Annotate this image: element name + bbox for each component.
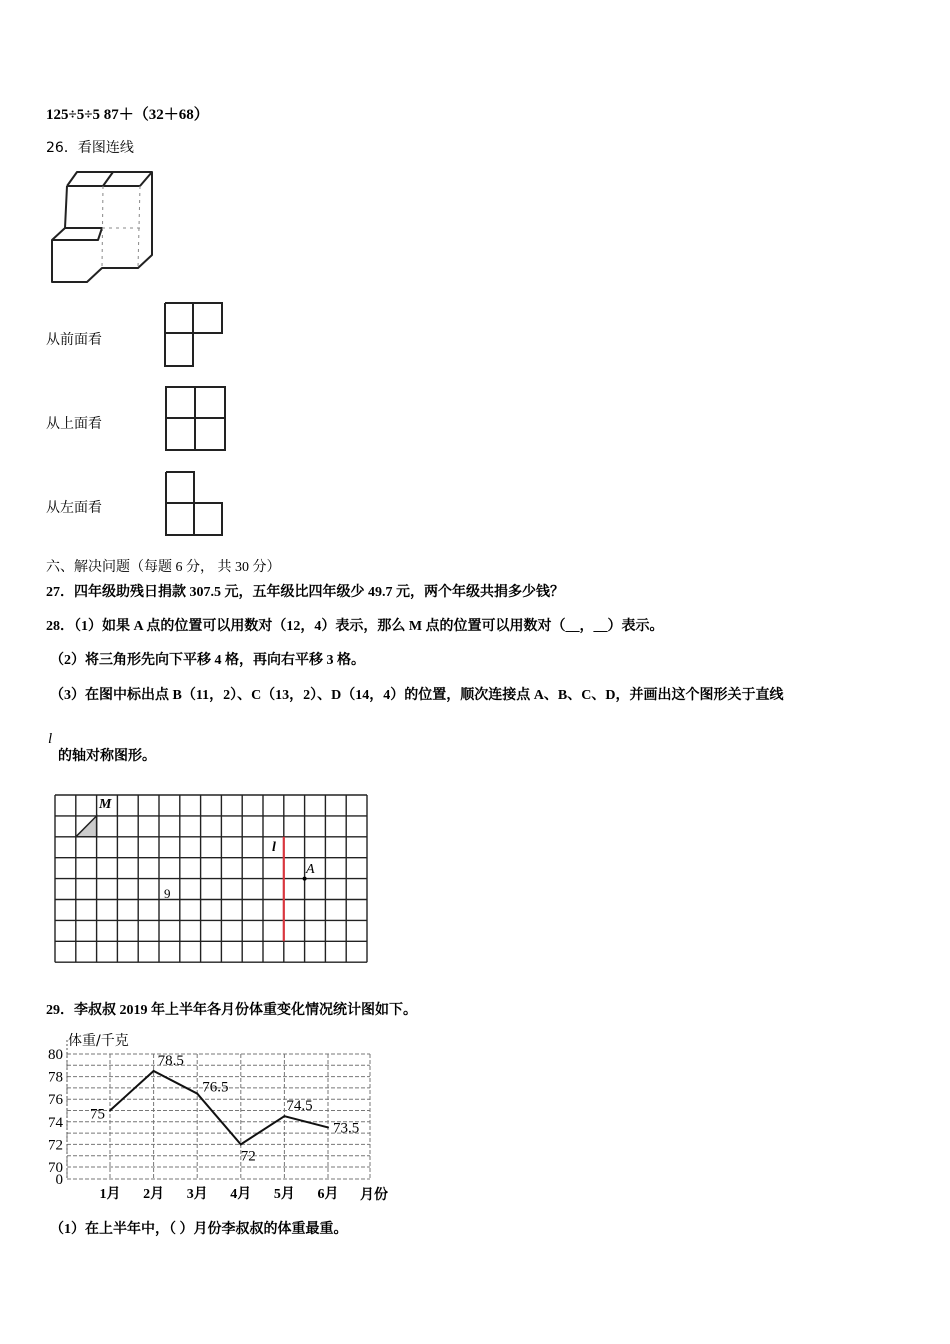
question-28-part-3-end: 的轴对称图形。 — [58, 749, 156, 764]
question-29: 29．李叔叔 2019 年上半年各月份体重变化情况统计图如下。 — [46, 1003, 417, 1018]
chart-y-tick-label: 72 — [48, 1137, 63, 1154]
chart-x-tick-label: 4月 — [230, 1187, 252, 1202]
chart-data-point — [327, 1126, 329, 1128]
chart-x-axis-label: 月份 — [360, 1188, 388, 1203]
chart-y-tick-label: 76 — [48, 1092, 63, 1109]
chart-data-point — [240, 1143, 242, 1145]
expression-line: 125÷5÷5 87＋（32＋68） — [46, 107, 209, 123]
chart-x-tick-label: 5月 — [273, 1187, 295, 1202]
chart-y-tick-label: 78 — [48, 1069, 63, 1086]
chart-x-tick-label: 3月 — [186, 1187, 208, 1202]
chart-data-label: 75 — [90, 1106, 105, 1123]
chart-data-label: 78.5 — [157, 1052, 184, 1069]
label-top-view: 从上面看 — [46, 416, 102, 432]
chart-data-label: 76.5 — [202, 1079, 229, 1096]
question-29-part-1: （1）在上半年中，（ ）月份李叔叔的体重最重。 — [50, 1222, 348, 1237]
chart-x-tick-label: 6月 — [317, 1187, 339, 1202]
label-front-view: 从前面看 — [46, 332, 102, 348]
question-28-part-1: 28．（1）如果 A 点的位置可以用数对（12，4）表示，那么 M 点的位置可以用数对（__，__）表示。 — [46, 619, 664, 634]
chart-data-label: 73.5 — [333, 1120, 360, 1137]
label-left-view: 从左面看 — [46, 500, 102, 516]
question-28-part-2: （2）将三角形先向下平移 4 格，再向右平移 3 格。 — [50, 653, 365, 668]
chart-y-tick-label: 80 — [48, 1047, 63, 1063]
chart-y-tick-label: 0 — [55, 1172, 63, 1188]
chart-y-axis-label: 体重/千克 — [68, 1033, 129, 1049]
chart-data-label: 72 — [240, 1148, 256, 1165]
chart-x-tick-label: 1月 — [99, 1187, 121, 1202]
chart-data-point — [283, 1115, 285, 1117]
label-point-m: M — [99, 797, 112, 812]
chart-y-tick-label: 74 — [48, 1114, 63, 1131]
chart-y-tick-label: 70 — [48, 1160, 63, 1176]
question-27: 27．四年级助残日捐款 307.5 元，五年级比四年级少 49.7 元，两个年级共捐多少钱？ — [46, 585, 564, 600]
question-28-part-3: （3）在图中标出点 B（11，2）、C（13，2）、D（14，4）的位置，顺次连接点 A、B、C、D，并画出这个图形关于直线 — [50, 688, 784, 703]
label-line-l: l — [272, 840, 276, 855]
question-26-title: 26．看图连线 — [46, 140, 134, 156]
line-l-symbol: l — [48, 731, 53, 747]
label-origin-mark: 9 — [164, 886, 171, 901]
chart-x-tick-label: 2月 — [143, 1187, 165, 1202]
chart-data-point — [109, 1110, 111, 1112]
chart-data-label: 74.5 — [286, 1098, 313, 1115]
chart-data-point — [196, 1093, 198, 1095]
section-6-heading: 六、解决问题（每题 6 分， 共 30 分） — [46, 560, 281, 575]
chart-data-point — [153, 1070, 155, 1072]
label-point-a: A — [306, 862, 315, 877]
